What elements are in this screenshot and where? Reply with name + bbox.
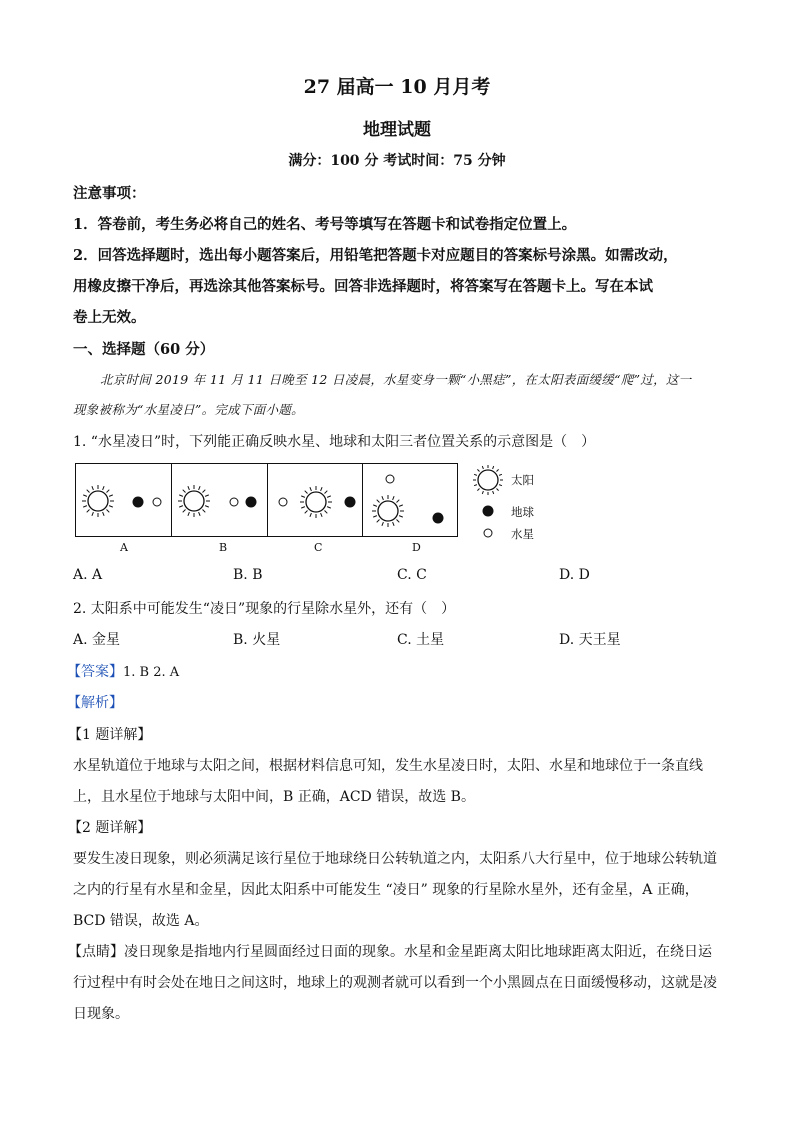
answer-row — [67, 661, 179, 681]
diagram-panel-c — [268, 464, 363, 536]
earth-icon — [345, 497, 356, 508]
sun-icon — [178, 485, 210, 517]
sun-icon — [82, 485, 114, 517]
sun-icon — [372, 495, 404, 527]
material-line-2: 现象被称为“水星凌日”。完成下面小题。 — [73, 402, 304, 417]
mercury-icon — [279, 498, 287, 506]
answer-label: 【答案】 — [67, 664, 123, 680]
section-heading: 一、选择题（60 分） — [73, 341, 215, 358]
mercury-icon — [386, 475, 394, 483]
sun-icon — [300, 486, 332, 518]
detail2-line3: BCD 错误，故选 A。 — [73, 913, 209, 929]
legend-earth-label: 地球 — [511, 505, 534, 519]
answer-value: 1. B 2. A — [123, 665, 180, 680]
q2-option-d[interactable]: D. 天王星 — [559, 632, 621, 648]
notice-item-2-line3: 卷上无效。 — [73, 309, 146, 326]
subject-title: 地理试题 — [363, 120, 431, 140]
diagram-label-d: D — [412, 541, 421, 554]
exam-title: 27 届高一 10 月月考 — [303, 76, 491, 98]
detail1-line2: 上，且水星位于地球与太阳中间，B 正确，ACD 错误，故选 B。 — [73, 789, 475, 805]
tip-line2: 行过程中有时会处在地日之间这时，地球上的观测者就可以看到一个小黑圆点在日面缓慢移动，这就是凌 — [73, 975, 717, 991]
earth-icon — [433, 513, 444, 524]
notice-item-2-line2: 用橡皮擦干净后，再选涂其他答案标号。回答非选择题时，将答案写在答题卡上。写在本试 — [73, 278, 653, 295]
q2-option-c[interactable]: C. 土星 — [397, 632, 445, 648]
legend-mercury-label: 水星 — [511, 527, 534, 541]
mercury-icon — [230, 498, 238, 506]
q1-diagram — [75, 463, 458, 537]
diagram-label-c: C — [314, 541, 323, 554]
diagram-panel-d — [363, 464, 457, 536]
q1-option-c[interactable]: C. C — [397, 567, 427, 583]
diagram-label-a: A — [120, 541, 128, 554]
diagram-label-b: B — [219, 541, 228, 554]
mercury-icon — [484, 529, 492, 537]
q1-stem: 1. “水星凌日”时，下列能正确反映水星、地球和太阳三者位置关系的示意图是（ ） — [73, 434, 596, 450]
earth-icon — [246, 497, 257, 508]
exam-meta: 满分：100 分 考试时间：75 分钟 — [288, 153, 506, 169]
material-line-1: 北京时间 2019 年 11 月 11 日晚至 12 日凌晨，水星变身一颗“小黑痣”，在太阳表面缓缓“爬”过，这一 — [100, 372, 692, 387]
legend-sun-label: 太阳 — [511, 473, 534, 487]
sun-icon — [473, 465, 503, 495]
notice-heading: 注意事项： — [73, 185, 146, 202]
q2-option-b[interactable]: B. 火星 — [233, 632, 281, 648]
tip-line3: 日现象。 — [73, 1006, 129, 1022]
earth-icon — [133, 497, 144, 508]
detail2-line2: 之内的行星有水星和金星，因此太阳系中可能发生 “凌日” 现象的行星除水星外，还有金星，A 正确， — [73, 882, 699, 898]
detail1-line1: 水星轨道位于地球与太阳之间，根据材料信息可知，发生水星凌日时，太阳、水星和地球位于一条直线 — [73, 758, 703, 774]
mercury-icon — [153, 498, 161, 506]
diagram-panel-a — [76, 464, 172, 536]
earth-icon — [483, 506, 494, 517]
analysis-label: 【解析】 — [67, 695, 123, 711]
diagram-panel-b — [172, 464, 268, 536]
detail2-label: 【2 题详解】 — [68, 820, 152, 836]
detail1-label: 【1 题详解】 — [68, 727, 152, 743]
q2-option-a[interactable]: A. 金星 — [73, 632, 121, 648]
tip-label: 【点睛】 — [68, 944, 124, 960]
q1-option-a[interactable]: A. A — [73, 567, 103, 583]
notice-item-2-line1: 2．回答选择题时，选出每小题答案后，用铅笔把答题卡对应题目的答案标号涂黑。如需改动， — [73, 247, 678, 264]
detail2-line1: 要发生凌日现象，则必须满足该行星位于地球绕日公转轨道之内，太阳系八大行星中，位于地球公转轨道 — [73, 851, 717, 867]
notice-item-1: 1．答卷前，考生务必将自己的姓名、考号等填写在答题卡和试卷指定位置上。 — [73, 216, 577, 233]
q1-option-d[interactable]: D. D — [559, 567, 590, 583]
q2-stem: 2. 太阳系中可能发生“凌日”现象的行星除水星外，还有（ ） — [73, 601, 456, 617]
q1-option-b[interactable]: B. B — [233, 567, 263, 583]
tip-line1 — [68, 941, 712, 961]
tip-text-1: 凌日现象是指地内行星圆面经过日面的现象。水星和金星距离太阳比地球距离太阳近，在绕日运 — [124, 944, 712, 960]
